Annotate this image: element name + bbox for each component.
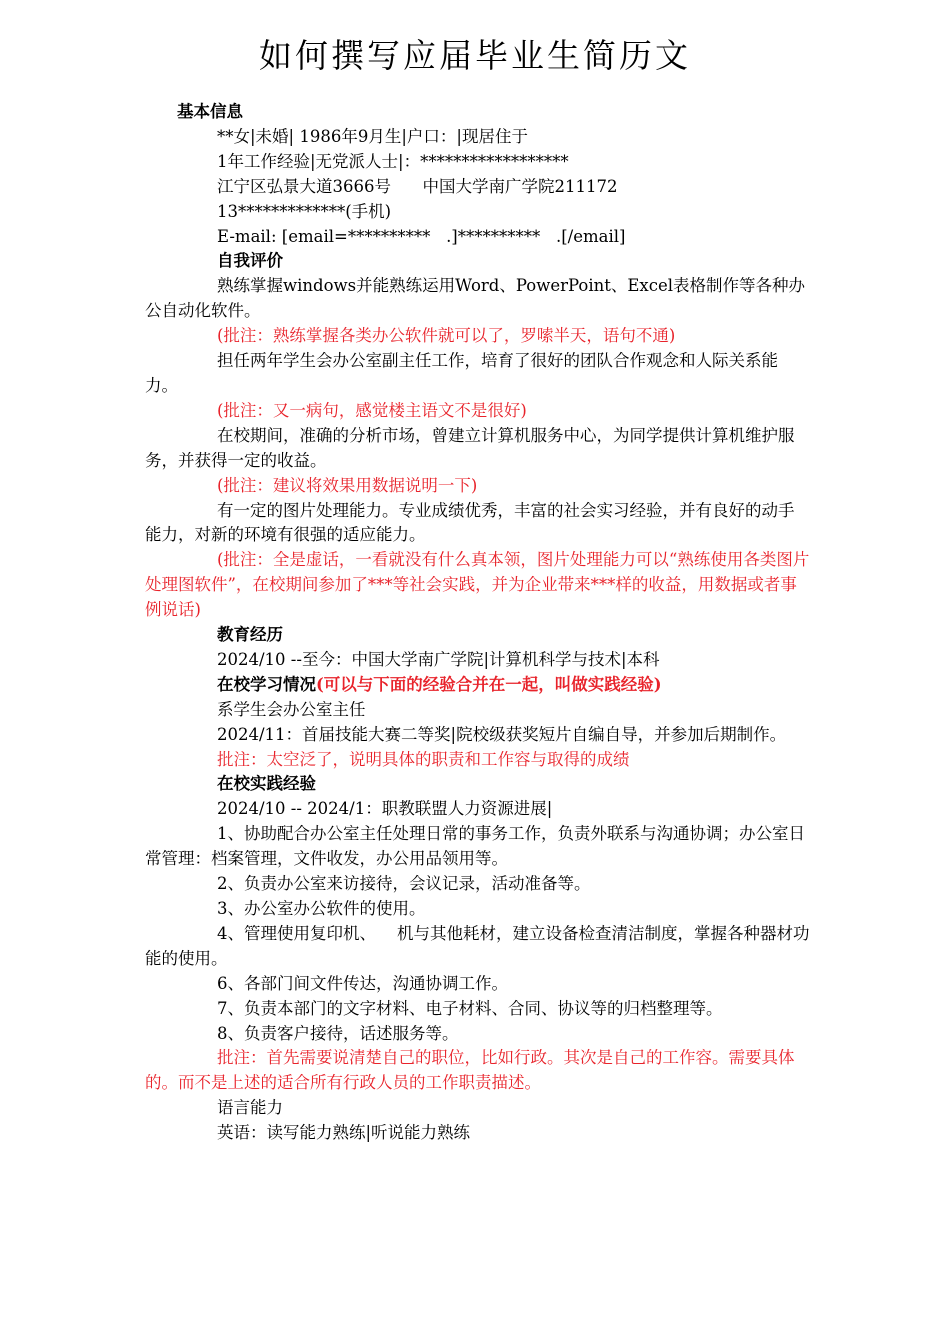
school-study-line: 系学生会办公室主任 <box>217 699 366 719</box>
practice-item: 6、各部门间文件传达，沟通协调工作。 <box>217 973 508 993</box>
basic-info-line: 1年工作经验|无党派人士|：****************** <box>217 151 569 171</box>
comment-note: (批注：熟练掌握各类办公软件就可以了，罗嗦半天，语句不通) <box>217 326 676 346</box>
section-heading-language: 语言能力 <box>217 1098 283 1118</box>
basic-info-line: **女|未婚| 1986年9月生|户口：|现居住于 <box>217 126 528 146</box>
section-heading-practice: 在校实践经验 <box>217 774 316 794</box>
section-heading-education: 教育经历 <box>217 625 283 645</box>
practice-item: 3、办公室办公软件的使用。 <box>217 899 426 918</box>
document-title: 如何撰写应届毕业生简历文 <box>259 36 691 75</box>
self-eval-paragraph: 担任两年学生会办公室副主任工作，培育了很好的团队合作观念和人际关系能力。 <box>145 351 778 395</box>
practice-period-line: 2024/10 -- 2024/1：职教联盟人力资源进展| <box>217 799 553 819</box>
practice-item: 4、管理使用复印机、 机与其他耗材，建立设备检查清洁制度，掌握各种器材功能的使用。 <box>145 923 810 968</box>
education-line: 2024/10 --至今：中国大学南广学院|计算机科学与技术|本科 <box>217 649 660 669</box>
school-study-heading-comment: (可以与下面的经验合并在一起，叫做实践经验) <box>316 674 662 694</box>
section-heading-basic-info: 基本信息 <box>177 102 243 121</box>
section-heading-self-eval: 自我评价 <box>217 251 283 271</box>
self-eval-paragraph: 熟练掌握windows并能熟练运用Word、PowerPoint、Excel表格制作等各种办公自动化软件。 <box>145 276 806 321</box>
comment-note: 批注：首先需要说清楚自己的职位，比如行政。其次是自己的工作容。需要具体的。而不是上述的适合所有行政人员的工作职责描述。 <box>145 1048 795 1093</box>
school-study-heading-text: 在校学习情况 <box>217 674 316 694</box>
basic-info-line: 江宁区弘景大道3666号 中国大学南广学院211172 <box>217 176 618 196</box>
basic-info-line: 13*************(手机) <box>217 201 392 221</box>
language-line: 英语：读写能力熟练|听说能力熟练 <box>217 1123 471 1143</box>
school-study-line: 2024/11：首届技能大赛二等奖|院校级获奖短片自编自导，并参加后期制作。 <box>217 724 787 744</box>
comment-note: 批注：太空泛了，说明具体的职责和工作容与取得的成绩 <box>217 749 630 769</box>
practice-item: 1、协助配合办公室主任处理日常的事务工作，负责外联系与沟通协调；办公室日常管理：档案管理，文件收发，办公用品领用等。 <box>145 824 805 869</box>
comment-note: (批注：建议将效果用数据说明一下) <box>217 475 478 495</box>
practice-item: 2、负责办公室来访接待，会议记录，活动准备等。 <box>217 874 591 894</box>
self-eval-paragraph: 在校期间，准确的分析市场，曾建立计算机服务中心，为同学提供计算机维护服务，并获得一定的收益。 <box>145 425 795 470</box>
comment-note: (批注：全是虚话，一看就没有什么真本领，图片处理能力可以“熟练使用各类图片处理图软件”，在校期间参加了***等社会实践，并为企业带来***样的收益，用数据或者事例说话) <box>145 550 810 620</box>
self-eval-paragraph: 有一定的图片处理能力。专业成绩优秀，丰富的社会实习经验，并有良好的动手能力，对新的环境有很强的适应能力。 <box>145 500 795 545</box>
section-heading-school-study <box>145 673 810 698</box>
practice-item: 7、负责本部门的文字材料、电子材料、合同、协议等的归档整理等。 <box>217 998 723 1018</box>
resume-body <box>145 100 810 1146</box>
basic-info-email: E-mail: [email=********** .]********** .[/email] <box>217 226 626 246</box>
comment-note: (批注：又一病句，感觉楼主语文不是很好) <box>217 400 527 420</box>
practice-item: 8、负责客户接待，话述服务等。 <box>217 1023 459 1043</box>
